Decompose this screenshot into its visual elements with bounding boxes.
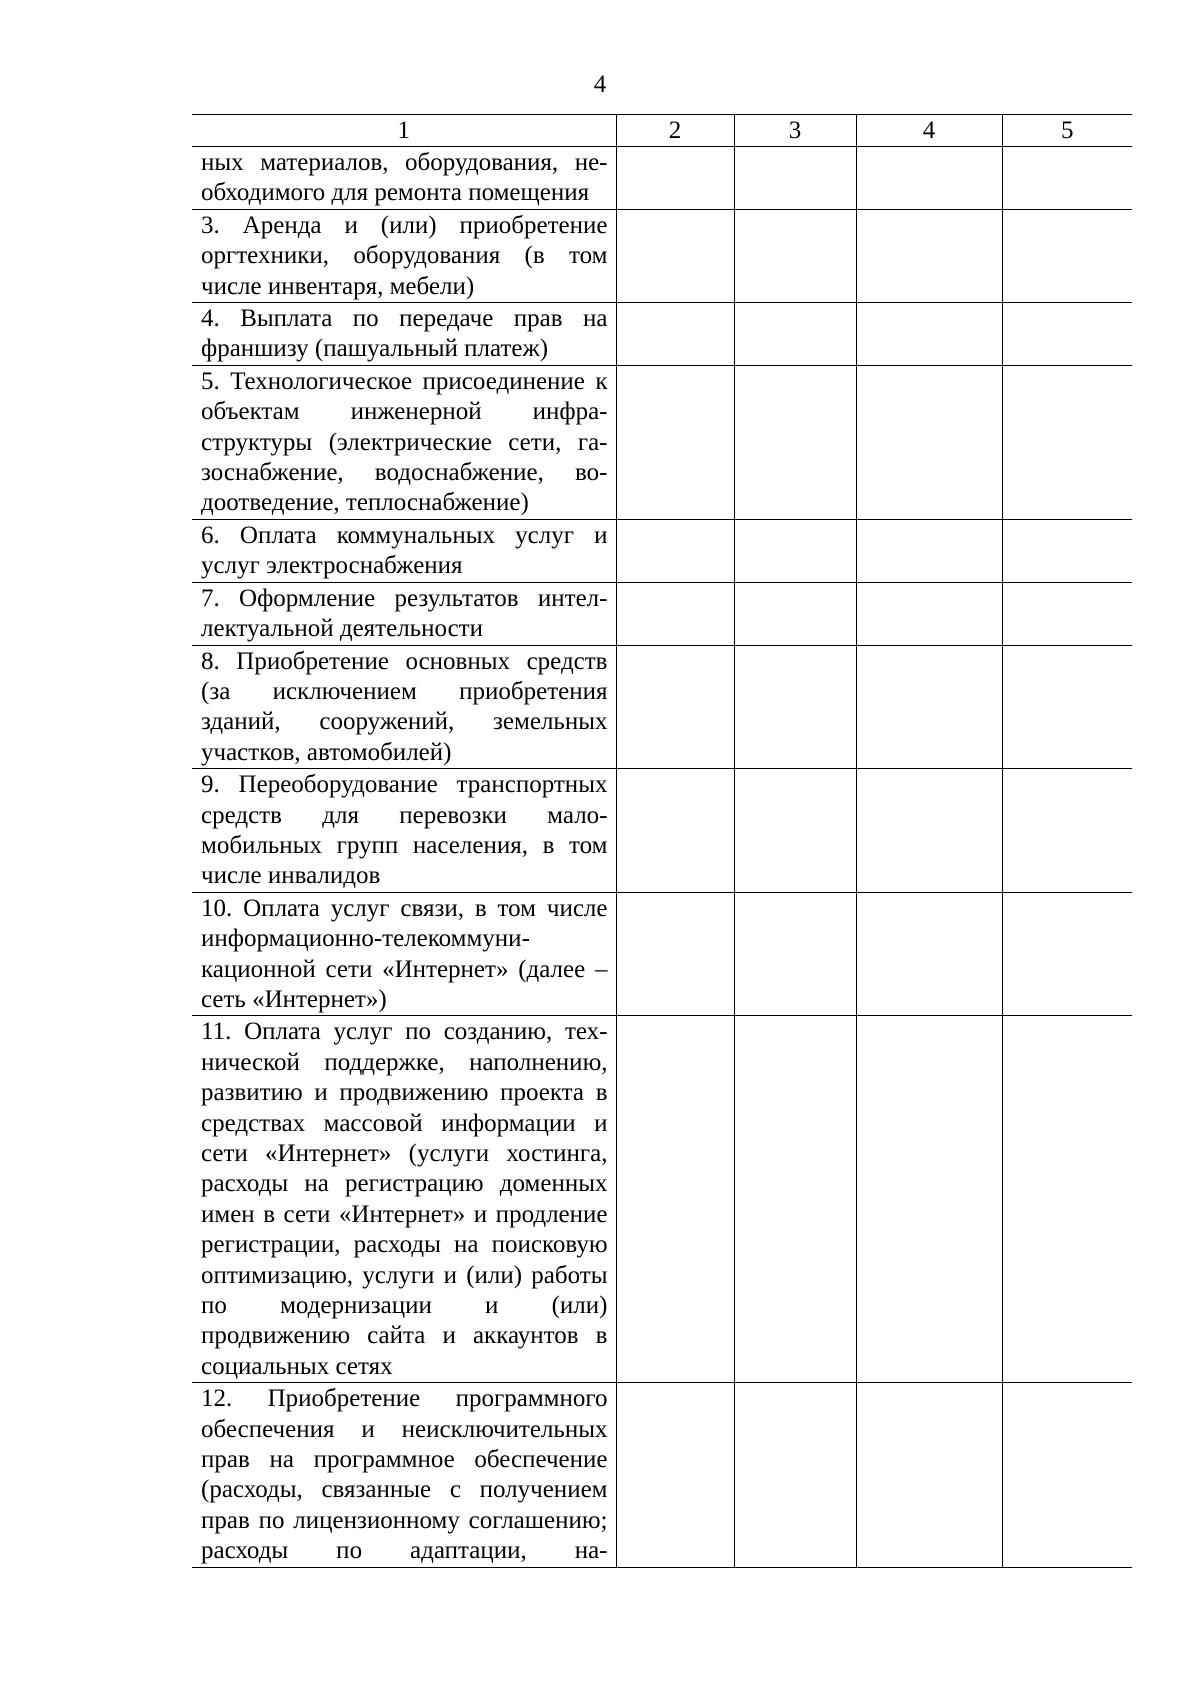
table-header: [192, 115, 1132, 147]
table-row: [192, 1016, 1132, 1383]
table-row: [192, 582, 1132, 645]
empty-cell: [734, 365, 856, 519]
empty-cell: [1002, 519, 1132, 582]
expense-item-text: 8. Приобретение основных средств (за исключением приобретения зданий, сооружений, земельных участков, автомобилей): [192, 645, 616, 769]
expense-item-text: 7. Оформление результатов интеллектуальной деятельности: [192, 582, 616, 645]
empty-cell: [856, 303, 1002, 366]
table-row: [192, 303, 1132, 366]
column-header-3: 3: [734, 115, 856, 147]
empty-cell: [1002, 303, 1132, 366]
empty-cell: [856, 365, 1002, 519]
empty-cell: [616, 645, 734, 769]
empty-cell: [1002, 1383, 1132, 1567]
empty-cell: [856, 1016, 1002, 1383]
table-row: [192, 519, 1132, 582]
empty-cell: [856, 769, 1002, 893]
empty-cell: [856, 645, 1002, 769]
table-row: [192, 365, 1132, 519]
empty-cell: [616, 582, 734, 645]
empty-cell: [616, 147, 734, 210]
empty-cell: [616, 303, 734, 366]
empty-cell: [856, 1383, 1002, 1567]
empty-cell: [856, 147, 1002, 210]
empty-cell: [734, 582, 856, 645]
empty-cell: [1002, 645, 1132, 769]
header-row: [192, 115, 1132, 147]
table-row: [192, 209, 1132, 302]
page-number: 4: [593, 71, 607, 98]
expense-item-text: 12. Приобретение программного обеспечения и неисключительных прав на программное обеспечение (расходы, связанные с получением прав по лицензионному соглашению; расходы по адаптации, на-: [192, 1383, 616, 1567]
expense-item-text: 3. Аренда и (или) приобретение оргтехники, оборудования (в том числе инвентаря, мебели): [192, 209, 616, 302]
table-row: [192, 645, 1132, 769]
empty-cell: [616, 209, 734, 302]
empty-cell: [734, 1383, 856, 1567]
empty-cell: [616, 519, 734, 582]
empty-cell: [734, 645, 856, 769]
expense-item-text: ных материалов, оборудования, необходимого для ремонта помещения: [192, 147, 616, 210]
empty-cell: [734, 209, 856, 302]
expense-item-text: 9. Переоборудование транспортных средств для перевозки маломобильных групп населения, в том числе инвалидов: [192, 769, 616, 893]
empty-cell: [734, 769, 856, 893]
expense-item-text: 6. Оплата коммунальных услуг и услуг электроснабжения: [192, 519, 616, 582]
empty-cell: [1002, 582, 1132, 645]
empty-cell: [734, 303, 856, 366]
column-header-5: 5: [1002, 115, 1132, 147]
empty-cell: [734, 1016, 856, 1383]
table-row: [192, 769, 1132, 893]
table-row: [192, 1383, 1132, 1567]
column-header-2: 2: [616, 115, 734, 147]
expense-item-text: 11. Оплата услуг по созданию, технической поддержке, наполнению, развитию и продвижению проекта в средствах массовой информации и сети «Интернет» (услуги хостинга, расходы на регистрацию доменных имен в сети «Интернет» и продление регистрации, расходы на поисковую оптимизацию, услуги и (или) работы по модернизации и (или) продвижению сайта и аккаунтов в социальных сетях: [192, 1016, 616, 1383]
empty-cell: [734, 147, 856, 210]
expense-item-text: 4. Выплата по передаче прав на франшизу (пашуальный платеж): [192, 303, 616, 366]
empty-cell: [616, 892, 734, 1016]
column-header-4: 4: [856, 115, 1002, 147]
expenses-table: [192, 114, 1132, 1568]
empty-cell: [856, 582, 1002, 645]
empty-cell: [616, 769, 734, 893]
expense-item-text: 5. Технологическое присоединение к объектам инженерной инфраструктуры (электрические сети, газоснабжение, водоснабжение, водоотведение, теплоснабжение): [192, 365, 616, 519]
table-body: [192, 147, 1132, 1568]
empty-cell: [1002, 892, 1132, 1016]
empty-cell: [856, 519, 1002, 582]
empty-cell: [1002, 769, 1132, 893]
empty-cell: [616, 365, 734, 519]
empty-cell: [1002, 365, 1132, 519]
empty-cell: [856, 892, 1002, 1016]
empty-cell: [734, 892, 856, 1016]
empty-cell: [1002, 1016, 1132, 1383]
empty-cell: [616, 1383, 734, 1567]
empty-cell: [734, 519, 856, 582]
table-row: [192, 892, 1132, 1016]
empty-cell: [1002, 209, 1132, 302]
empty-cell: [1002, 147, 1132, 210]
empty-cell: [856, 209, 1002, 302]
column-header-1: 1: [192, 115, 616, 147]
expense-item-text: 10. Оплата услуг связи, в том числе информационно-телекоммуникационной сети «Интернет» (далее – сеть «Интернет»): [192, 892, 616, 1016]
table-row: [192, 147, 1132, 210]
empty-cell: [616, 1016, 734, 1383]
